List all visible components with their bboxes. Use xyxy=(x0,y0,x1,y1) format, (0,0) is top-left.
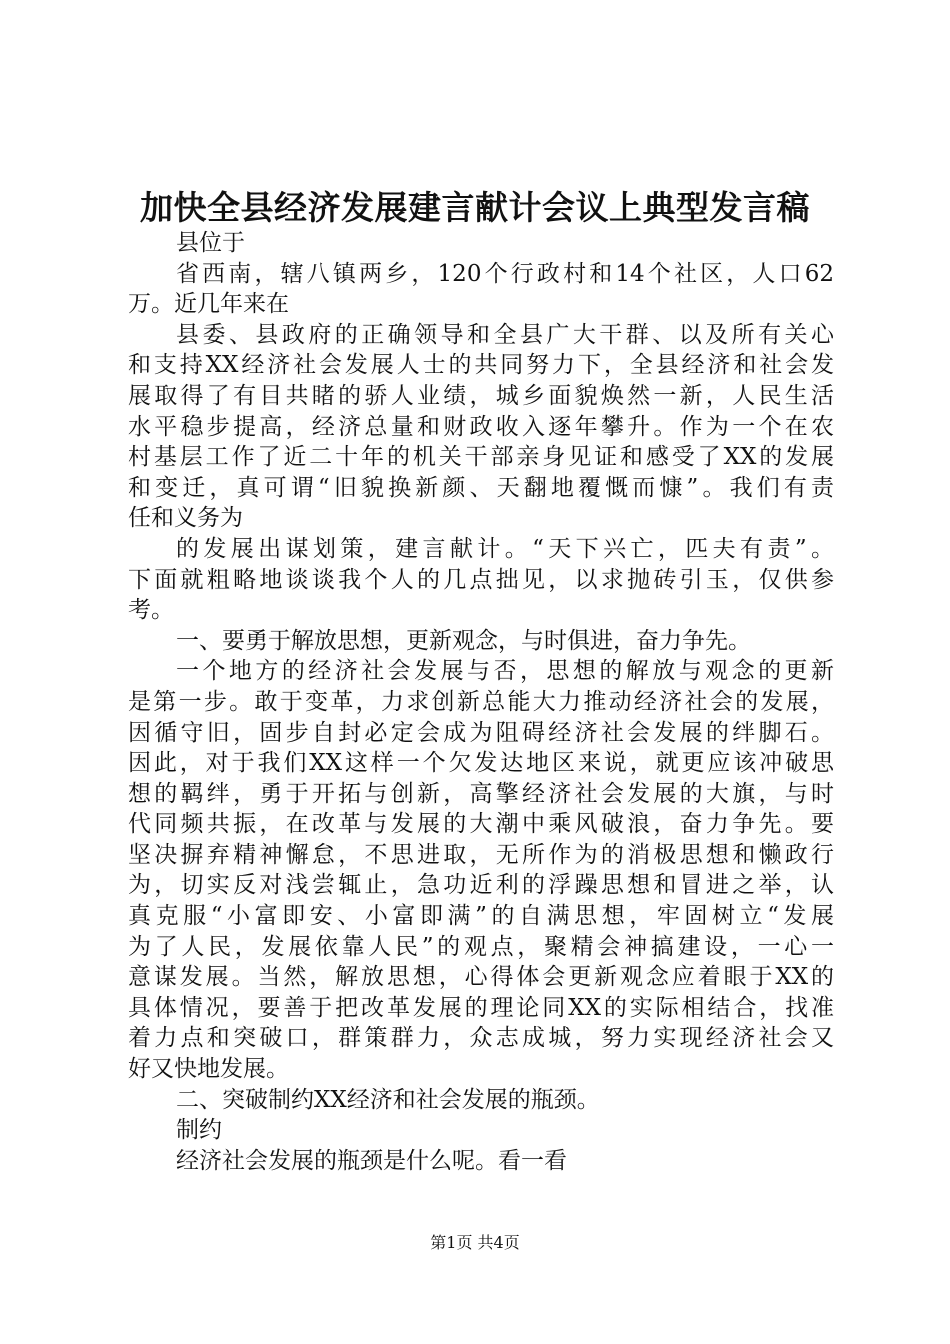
text-line: 因循守旧，固步自封必定会成为阻碍经济社会发展的绊脚石。 xyxy=(128,719,834,746)
text-line: 下面就粗略地谈谈我个人的几点拙见，以求抛砖引玉，仅供参 xyxy=(128,566,834,593)
text-line: 县委、县政府的正确领导和全县广大干群、以及所有关心 xyxy=(176,321,834,348)
text-line: 省西南，辖八镇两乡，120个行政村和14个社区，人口62 xyxy=(176,260,834,287)
text-line: 意谋发展。当然，解放思想，心得体会更新观念应着眼于XX的 xyxy=(128,964,834,991)
text-line: 的发展出谋划策，建言献计。“天下兴亡，匹夫有责”。 xyxy=(176,535,834,562)
text-line: 万。近几年来在 xyxy=(128,291,289,318)
text-line: 和变迁，真可谓“旧貌换新颜、天翻地覆慨而慷”。我们有责 xyxy=(128,474,834,501)
text-line: 制约 xyxy=(176,1117,222,1144)
text-line: 任和义务为 xyxy=(128,505,243,532)
text-line: 展取得了有目共睹的骄人业绩，城乡面貌焕然一新，人民生活 xyxy=(128,382,834,409)
text-line: 水平稳步提高，经济总量和财政收入逐年攀升。作为一个在农 xyxy=(128,413,834,440)
text-line: 经济社会发展的瓶颈是什么呢。看一看 xyxy=(176,1147,567,1174)
text-line: 和支持XX经济社会发展人士的共同努力下，全县经济和社会发 xyxy=(128,352,834,379)
text-line: 是第一步。敢于变革，力求创新总能大力推动经济社会的发展， xyxy=(128,688,834,715)
text-line: 具体情况，要善于把改革发展的理论同XX的实际相结合，找准 xyxy=(128,994,834,1021)
text-line: 因此，对于我们XX这样一个欠发达地区来说，就更应该冲破思 xyxy=(128,750,834,777)
text-line: 着力点和突破口，群策群力，众志成城，努力实现经济社会又 xyxy=(128,1025,834,1052)
section-heading-2: 二、突破制约XX经济和社会发展的瓶颈。 xyxy=(176,1086,600,1113)
text-line: 县位于 xyxy=(176,230,245,256)
text-line: 一个地方的经济社会发展与否，思想的解放与观念的更新 xyxy=(176,658,834,685)
text-line: 考。 xyxy=(128,597,174,624)
text-line: 为了人民，发展依靠人民”的观点，聚精会神搞建设，一心一 xyxy=(128,933,834,960)
text-line: 想的羁绊，勇于开拓与创新，高擎经济社会发展的大旗，与时 xyxy=(128,780,834,807)
document-body xyxy=(128,228,834,1176)
text-line: 坚决摒弃精神懈怠，不思进取，无所作为的消极思想和懒政行 xyxy=(128,841,834,868)
page-number-footer: 第1页 共4页 xyxy=(430,1233,520,1252)
text-line: 为，切实反对浅尝辄止，急功近利的浮躁思想和冒进之举，认 xyxy=(128,872,834,899)
document-title: 加快全县经济发展建言献计会议上典型发言稿 xyxy=(140,188,810,227)
section-heading-1: 一、要勇于解放思想，更新观念，与时俱进，奋力争先。 xyxy=(176,627,751,654)
text-line: 代同频共振，在改革与发展的大潮中乘风破浪，奋力争先。要 xyxy=(128,811,834,838)
text-line: 好又快地发展。 xyxy=(128,1056,289,1083)
text-line: 村基层工作了近二十年的机关干部亲身见证和感受了XX的发展 xyxy=(128,444,834,471)
text-line: 真克服“小富即安、小富即满”的自满思想，牢固树立“发展 xyxy=(128,903,834,930)
